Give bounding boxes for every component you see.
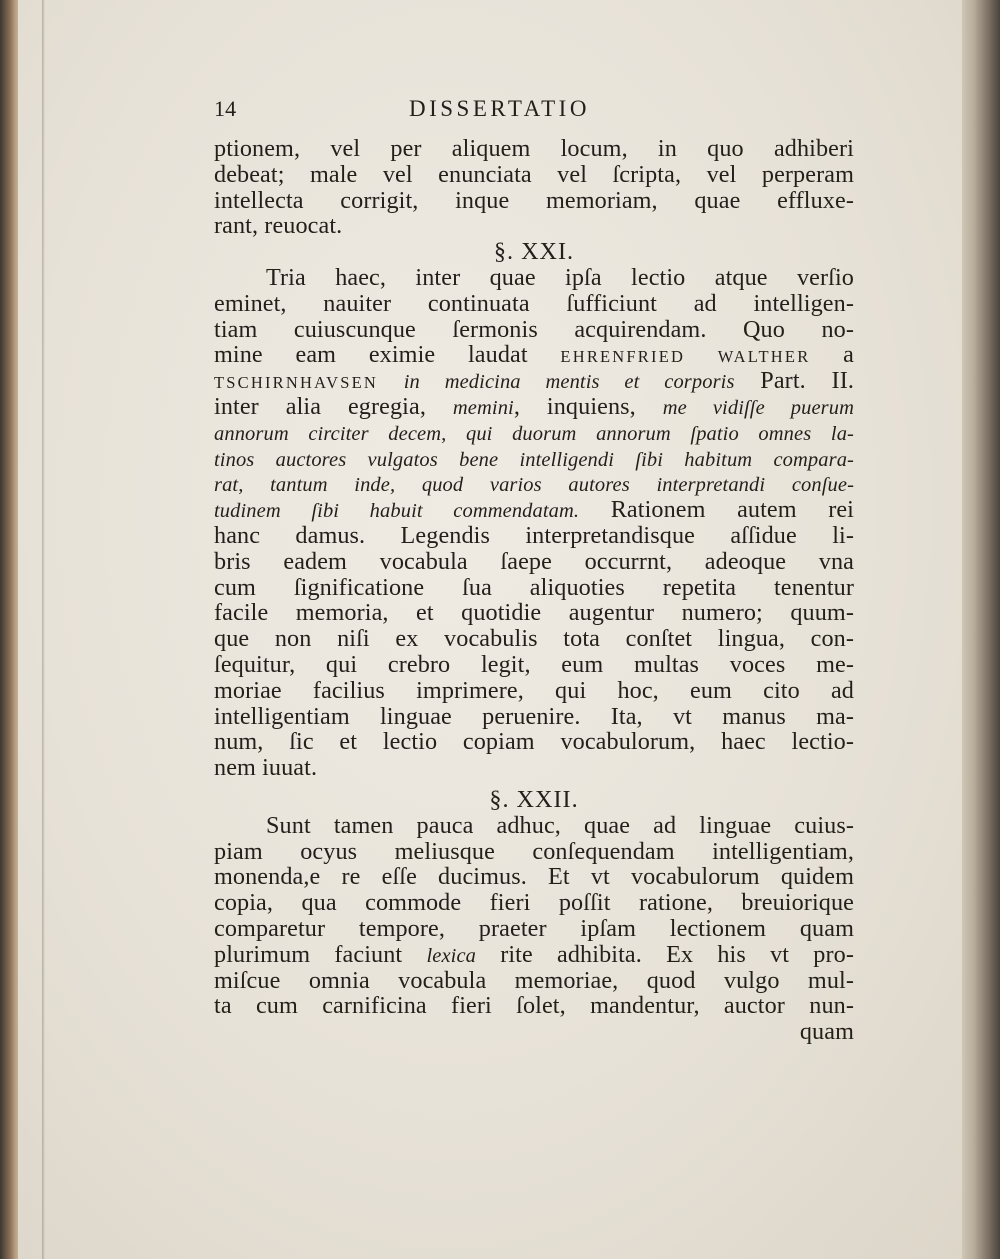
text-block [214, 96, 854, 1045]
text-line [214, 394, 854, 420]
text-run: Rationem autem rei [579, 496, 854, 524]
text-line [214, 729, 854, 755]
text-line [214, 864, 854, 890]
text-line [214, 890, 854, 916]
gutter-shadow [42, 0, 45, 1259]
text-run: piam ocyus meliusque conſequendam intelligentiam, [214, 837, 854, 865]
text-line [214, 916, 854, 942]
text-run: nem iuuat. [214, 754, 318, 782]
text-run: moriae facilius imprimere, qui hoc, eum cito ad [214, 676, 854, 704]
section-21-body [214, 265, 854, 781]
text-line: debeat; male vel enunciata vel ſcripta, vel perperam [214, 160, 854, 188]
section-heading-22: §. XXII. [489, 785, 579, 813]
text-run: comparetur tempore, praeter ipſam lectionem quam [214, 914, 854, 942]
italic-text: me vidiſſe puerum [662, 396, 854, 419]
text-run: Part. II. [734, 367, 854, 395]
text-line [214, 813, 854, 839]
small-caps-name: TSCHIRNHAVSEN [214, 373, 378, 393]
text-run: monenda,e re eſſe ducimus. Et vt vocabulorum quidem [214, 863, 854, 891]
text-run: cum ſignificatione ſua aliquoties repetita tenentur [214, 573, 854, 601]
text-run: miſcue omnia vocabula memoriae, quod vulgo mul- [214, 966, 854, 994]
running-title: DISSERTATIO [409, 96, 590, 121]
italic-text: rat, tantum inde, quod varios autores interpretandi conſue- [214, 474, 854, 497]
text-line [214, 652, 854, 678]
text-run: que non niſi ex vocabulis tota conſtet lingua, con- [214, 625, 854, 653]
right-binding-edge [962, 0, 1000, 1259]
text-line [214, 523, 854, 549]
text-line [214, 755, 854, 781]
section-heading-21: §. XXI. [493, 238, 575, 266]
text-run: tiam cuiuscunque ſermonis acquirendam. Quo no- [214, 315, 854, 343]
text-run: plurimum faciunt [214, 940, 427, 968]
text-line [214, 839, 854, 865]
text-line [214, 317, 854, 343]
italic-text: tinos auctores vulgatos bene intelligendi ſibi habitum compara- [214, 448, 854, 471]
text-run: rite adhibita. Ex his vt pro- [476, 940, 854, 968]
text-run: bris eadem vocabula ſaepe occurrnt, adeoque vna [214, 547, 854, 575]
text-run: Sunt tamen pauca adhuc, quae ad linguae cuius- [266, 811, 854, 839]
page-header [214, 96, 854, 136]
text-run: ſequitur, qui crebro legit, eum multas voces me- [214, 650, 854, 678]
text-run: Tria haec, inter quae ipſa lectio atque verſio [266, 263, 854, 291]
text-run: mine eam eximie laudat [214, 341, 561, 369]
text-line [214, 704, 854, 730]
paragraph-continuation [214, 136, 854, 239]
italic-text: in medicina mentis et corporis [403, 371, 735, 394]
text-run [378, 367, 404, 394]
text-line [214, 368, 854, 394]
italic-text: annorum circiter decem, qui duorum annorum ſpatio omnes la- [214, 422, 854, 445]
text-run: inter alia egregia, [214, 392, 453, 420]
text-line [214, 968, 854, 994]
text-line [214, 626, 854, 652]
catchword: quam [799, 1018, 854, 1046]
text-run: eminet, nauiter continuata ſufficiunt ad intelligen- [214, 289, 854, 317]
text-run: facile memoria, et quotidie augentur numero; quum- [214, 599, 854, 627]
text-line [214, 678, 854, 704]
small-caps-name: EHRENFRIED WALTHER [560, 347, 811, 367]
text-run: num, ſic et lectio copiam vocabulorum, haec lectio- [214, 728, 854, 756]
section-22-body [214, 813, 854, 1019]
text-line [214, 446, 854, 472]
text-line [214, 993, 854, 1019]
text-line: rant, reuocat. [214, 212, 343, 240]
text-run: , inquiens, [513, 392, 663, 420]
text-run: a [810, 341, 854, 369]
italic-text: memini [452, 396, 514, 419]
text-line [214, 549, 854, 575]
italic-text: lexica [426, 944, 476, 967]
text-run: hanc damus. Legendis interpretandisque aſſidue li- [214, 521, 854, 549]
text-run: intelligentiam linguae peruenire. Ita, vt manus ma- [214, 702, 854, 730]
text-run: copia, qua commode fieri poſſit ratione, breuiorique [214, 889, 854, 917]
text-line [214, 600, 854, 626]
text-run: ta cum carnificina fieri ſolet, mandentur, auctor nun- [214, 992, 854, 1020]
text-line: intellecta corrigit, inque memoriam, quae effluxe- [214, 186, 854, 214]
text-line [214, 497, 854, 523]
text-line [214, 575, 854, 601]
italic-text: tudinem ſibi habuit commendatam. [214, 500, 580, 523]
text-line [214, 265, 854, 291]
text-line: ptionem, vel per aliquem locum, in quo adhiberi [214, 135, 854, 162]
text-line [214, 342, 854, 368]
text-line [214, 942, 854, 968]
text-line [214, 291, 854, 317]
text-line [214, 420, 854, 446]
text-line [214, 471, 854, 497]
page-number: 14 [214, 96, 237, 121]
